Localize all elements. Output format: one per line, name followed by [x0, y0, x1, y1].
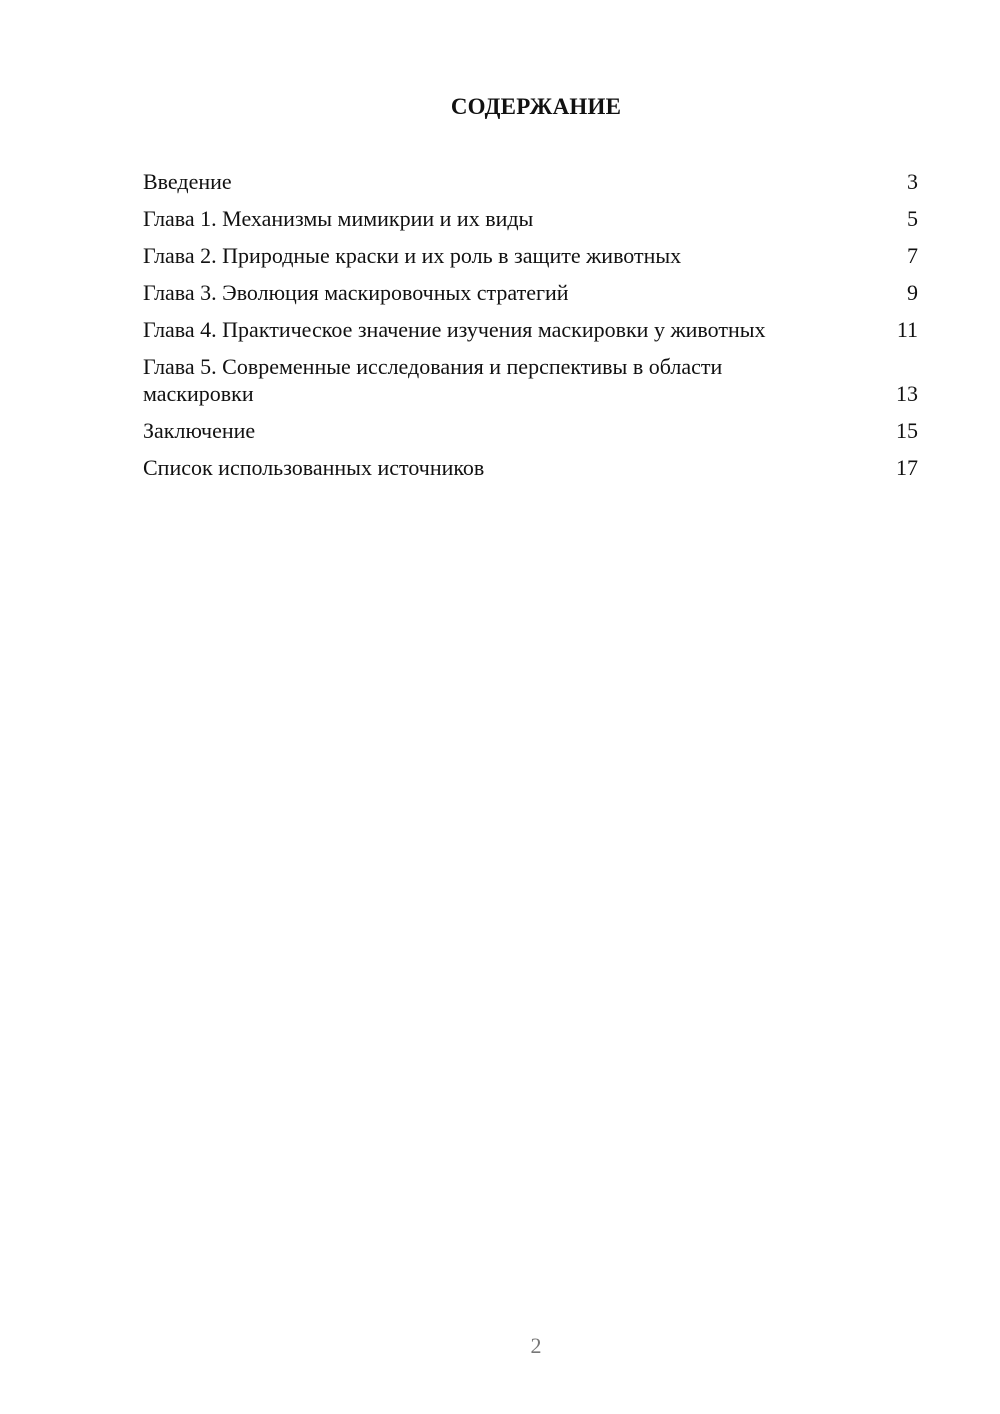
toc-entry-introduction	[143, 169, 918, 196]
toc-entry-page: 15	[896, 417, 918, 443]
toc-entry-label: Список использованных источников	[143, 454, 485, 480]
toc-entry-label: Глава 5. Современные исследования и перспективы в области маскировки	[143, 354, 723, 406]
toc-entry-page: 5	[907, 206, 918, 231]
toc-entry-chapter-4	[143, 317, 918, 344]
table-of-contents	[143, 169, 918, 492]
toc-entry-page: 9	[907, 280, 918, 305]
toc-entry-conclusion	[143, 418, 918, 445]
toc-entry-label: Глава 2. Природные краски и их роль в защите животных	[143, 243, 682, 268]
toc-entry-label: Введение	[143, 169, 232, 194]
page-title: СОДЕРЖАНИЕ	[450, 94, 622, 119]
toc-entry-label: Глава 4. Практическое значение изучения маскировки у животных	[143, 317, 766, 342]
toc-entry-page: 13	[896, 380, 918, 406]
toc-entry-chapter-2	[143, 243, 918, 270]
toc-entry-page: 7	[907, 243, 918, 268]
toc-entry-references	[143, 455, 918, 482]
toc-entry-chapter-5	[143, 354, 918, 407]
toc-entry-label: Глава 1. Механизмы мимикрии и их виды	[143, 206, 534, 231]
toc-entry-page: 3	[907, 169, 918, 194]
toc-entry-label: Глава 3. Эволюция маскировочных стратегий	[143, 280, 569, 305]
toc-entry-label: Заключение	[143, 417, 256, 443]
toc-entry-chapter-3	[143, 280, 918, 307]
toc-entry-page: 11	[896, 317, 918, 342]
page-number: 2	[530, 1333, 542, 1358]
toc-entry-chapter-1	[143, 206, 918, 233]
toc-entry-page: 17	[896, 454, 918, 480]
